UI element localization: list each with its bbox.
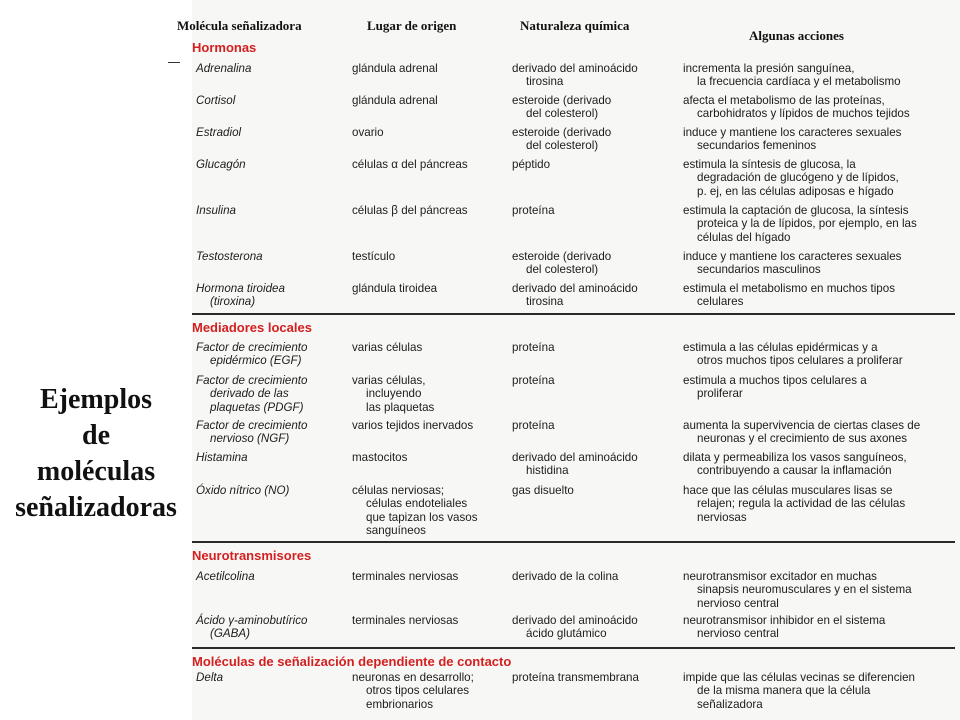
cell-line: neurotransmisor excitador en muchas (683, 570, 877, 583)
cell-line: proteína transmembrana (512, 671, 639, 684)
cell-line: ácido glutámico (526, 627, 607, 641)
section-divider (192, 647, 955, 649)
cell-line: Hormona tiroidea (196, 282, 285, 295)
cell-line: derivado del aminoácido (512, 451, 638, 464)
cell-line: Ácido γ-aminobutírico (196, 614, 308, 627)
cell-line: histidina (526, 464, 569, 478)
cell-line: proliferar (697, 387, 743, 401)
cell-line: Cortisol (196, 94, 236, 107)
cell-line: Insulina (196, 204, 236, 217)
molecule-cell (196, 570, 346, 583)
cell-line: aumenta la supervivencia de ciertas clases de (683, 419, 921, 432)
molecule-cell (196, 484, 346, 497)
nature-cell (512, 419, 677, 432)
header-actions: Algunas acciones (749, 28, 844, 43)
cell-line: del colesterol) (526, 139, 599, 153)
molecule-cell (196, 341, 346, 368)
actions-cell (683, 484, 955, 524)
cell-line: varias células, (352, 374, 426, 387)
cell-line: induce y mantiene los caracteres sexuales (683, 126, 902, 139)
nature-cell (512, 204, 677, 217)
cell-line: derivado del aminoácido (512, 614, 638, 627)
cell-line: glándula adrenal (352, 62, 438, 75)
molecule-cell (196, 451, 346, 464)
cell-line: células del hígado (697, 230, 791, 244)
cell-line: impide que las células vecinas se diferencien (683, 671, 916, 684)
molecule-cell (196, 62, 346, 75)
origin-cell (352, 62, 507, 75)
slide-title-line: moléculas (36, 456, 156, 487)
cell-line: Delta (196, 671, 224, 684)
cell-line: nervioso (NGF) (210, 432, 290, 446)
section-hormones: Hormonas (192, 40, 257, 55)
cell-line: que tapizan los vasos (366, 510, 478, 524)
actions-cell (683, 570, 955, 610)
origin-cell (352, 282, 507, 295)
actions-cell (683, 250, 955, 277)
cell-line: dilata y permeabiliza los vasos sanguíneos, (683, 451, 907, 464)
cell-line: estimula a muchos tipos celulares a (683, 374, 867, 387)
section-local-mediators: Mediadores locales (192, 320, 312, 335)
cell-line: (GABA) (210, 627, 250, 641)
cell-line: tirosina (526, 75, 564, 89)
cell-line: ovario (352, 126, 384, 139)
origin-cell (352, 341, 507, 354)
origin-cell (352, 158, 507, 171)
nature-cell (512, 282, 677, 309)
origin-cell (352, 250, 507, 263)
origin-cell (352, 374, 507, 414)
cell-line: estimula la captación de glucosa, la síntesis (683, 204, 909, 217)
cell-line: p. ej, en las células adiposas e hígado (697, 184, 894, 198)
cell-line: tirosina (526, 295, 564, 309)
cell-line: péptido (512, 158, 551, 171)
cell-line: (tiroxina) (210, 295, 256, 309)
section-neurotransmitters: Neurotransmisores (192, 548, 312, 563)
header-nature: Naturaleza química (520, 18, 630, 33)
nature-cell (512, 158, 677, 171)
cell-line: degradación de glucógeno y de lípidos, (697, 171, 899, 185)
cell-line: señalizadora (697, 697, 763, 711)
cell-line: estimula la síntesis de glucosa, la (683, 158, 856, 171)
actions-cell (683, 62, 955, 89)
cell-line: proteína (512, 341, 555, 354)
actions-cell (683, 204, 955, 244)
cell-line: nerviosas (697, 510, 747, 524)
cell-line: derivado del aminoácido (512, 282, 638, 295)
cell-line: otros tipos celulares (366, 684, 470, 698)
cell-line: sinapsis neuromusculares y en el sistema (697, 583, 912, 597)
nature-cell (512, 341, 677, 354)
section-contact-signaling: Moléculas de señalización dependiente de contacto (192, 654, 512, 669)
cell-line: derivado del aminoácido (512, 62, 638, 75)
cell-line: afecta el metabolismo de las proteínas, (683, 94, 885, 107)
nature-cell (512, 451, 677, 478)
molecule-cell (196, 158, 346, 171)
cell-line: del colesterol) (526, 263, 599, 277)
cell-line: Histamina (196, 451, 248, 464)
cell-line: varias células (352, 341, 423, 354)
cell-line: Óxido nítrico (NO) (196, 484, 290, 497)
nature-cell (512, 62, 677, 89)
cell-line: otros muchos tipos celulares a proliferar (697, 354, 903, 368)
cell-line: glándula adrenal (352, 94, 438, 107)
cell-line: contribuyendo a causar la inflamación (697, 464, 892, 478)
cell-line: neurotransmisor inhibidor en el sistema (683, 614, 886, 627)
cell-line: células endoteliales (366, 497, 468, 511)
cell-line: estimula a las células epidérmicas y a (683, 341, 878, 354)
actions-cell (683, 341, 955, 368)
cell-line: proteína (512, 374, 555, 387)
origin-cell (352, 126, 507, 139)
origin-cell (352, 671, 507, 711)
cell-line: Adrenalina (196, 62, 252, 75)
cell-line: Glucagón (196, 158, 246, 171)
cell-line: Acetilcolina (196, 570, 255, 583)
cell-line: mastocitos (352, 451, 408, 464)
cell-line: las plaquetas (366, 400, 435, 414)
cell-line: neuronas en desarrollo; (352, 671, 474, 684)
actions-cell (683, 671, 955, 711)
nature-cell (512, 94, 677, 121)
cell-line: celulares (697, 295, 744, 309)
header-origin: Lugar de origen (367, 18, 457, 33)
molecule-cell (196, 374, 346, 414)
cell-line: hace que las células musculares lisas se (683, 484, 893, 497)
slide-title-line: Ejemplos (40, 384, 152, 415)
origin-cell (352, 204, 507, 217)
cell-line: incrementa la presión sanguínea, (683, 62, 855, 75)
title-panel (0, 0, 192, 720)
nature-cell (512, 374, 677, 387)
origin-cell (352, 484, 507, 537)
cell-line: de la misma manera que la célula (697, 684, 871, 698)
slide-title-line: de (82, 420, 110, 451)
cell-line: secundarios masculinos (697, 263, 821, 277)
molecule-cell (196, 94, 346, 107)
cell-line: terminales nerviosas (352, 614, 459, 627)
actions-cell (683, 451, 955, 478)
slide-title (0, 382, 192, 526)
cell-line: plaquetas (PDGF) (210, 400, 304, 414)
nature-cell (512, 671, 677, 684)
cell-line: la frecuencia cardíaca y el metabolismo (697, 75, 901, 89)
origin-cell (352, 570, 507, 583)
header-molecule: Molécula señalizadora (177, 18, 302, 33)
origin-cell (352, 419, 507, 432)
cell-line: epidérmico (EGF) (210, 354, 302, 368)
cell-line: células α del páncreas (352, 158, 468, 171)
cell-line: sanguíneos (366, 523, 426, 537)
cell-line: esteroide (derivado (512, 94, 612, 107)
molecule-cell (196, 419, 346, 446)
nature-cell (512, 614, 677, 641)
cell-line: derivado de las (210, 387, 289, 401)
section-divider (192, 313, 955, 315)
cell-line: del colesterol) (526, 107, 599, 121)
cell-line: secundarios femeninos (697, 139, 817, 153)
cell-line: esteroide (derivado (512, 126, 612, 139)
molecule-cell (196, 126, 346, 139)
actions-cell (683, 94, 955, 121)
nature-cell (512, 484, 677, 497)
molecule-cell (196, 282, 346, 309)
molecule-cell (196, 204, 346, 217)
molecule-cell (196, 250, 346, 263)
actions-cell (683, 614, 955, 641)
origin-cell (352, 94, 507, 107)
cell-line: incluyendo (366, 387, 422, 401)
cell-line: Factor de crecimiento (196, 419, 308, 432)
cell-line: derivado de la colina (512, 570, 619, 583)
cell-line: Estradiol (196, 126, 242, 139)
actions-cell (683, 419, 955, 446)
actions-cell (683, 374, 955, 401)
cell-line: proteica y la de lípidos, por ejemplo, en las (697, 217, 917, 231)
nature-cell (512, 570, 677, 583)
cell-line: Factor de crecimiento (196, 374, 308, 387)
nature-cell (512, 126, 677, 153)
cell-line: proteína (512, 204, 555, 217)
origin-cell (352, 614, 507, 627)
cell-line: nervioso central (697, 596, 779, 610)
cell-line: neuronas y el crecimiento de sus axones (697, 432, 908, 446)
actions-cell (683, 282, 955, 309)
cell-line: nervioso central (697, 627, 779, 641)
cell-line: células nerviosas; (352, 484, 445, 497)
slide-title-line: señalizadoras (15, 492, 177, 523)
divider-dash (168, 62, 180, 63)
cell-line: relajen; regula la actividad de las células (697, 497, 906, 511)
origin-cell (352, 451, 507, 464)
nature-cell (512, 250, 677, 277)
cell-line: embrionarios (366, 697, 434, 711)
cell-line: células β del páncreas (352, 204, 468, 217)
cell-line: varios tejidos inervados (352, 419, 474, 432)
actions-cell (683, 158, 955, 198)
cell-line: carbohidratos y lípidos de muchos tejidos (697, 107, 910, 121)
section-divider (192, 541, 955, 543)
molecule-cell (196, 614, 346, 641)
cell-line: Testosterona (196, 250, 263, 263)
cell-line: glándula tiroidea (352, 282, 438, 295)
cell-line: Factor de crecimiento (196, 341, 308, 354)
cell-line: esteroide (derivado (512, 250, 612, 263)
cell-line: terminales nerviosas (352, 570, 459, 583)
molecule-cell (196, 671, 346, 684)
actions-cell (683, 126, 955, 153)
cell-line: induce y mantiene los caracteres sexuales (683, 250, 902, 263)
cell-line: testículo (352, 250, 396, 263)
cell-line: estimula el metabolismo en muchos tipos (683, 282, 896, 295)
cell-line: proteína (512, 419, 555, 432)
cell-line: gas disuelto (512, 484, 574, 497)
